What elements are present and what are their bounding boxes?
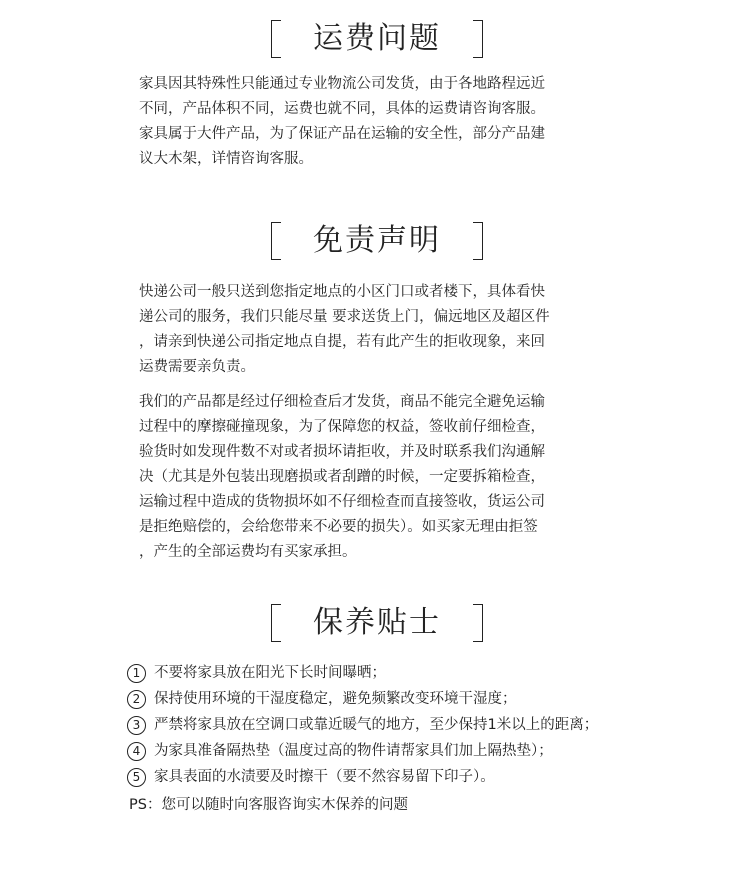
paragraph-line: 递公司的服务，我们只能尽量 要求送货上门，偏远地区及超区件 bbox=[139, 309, 550, 325]
paragraph-line: 议大木架，详情咨询客服。 bbox=[139, 151, 313, 167]
paragraph-line: 是拒绝赔偿的，会给您带来不必要的损失）。如买家无理由拒签 bbox=[139, 519, 538, 535]
paragraph-line: 家具属于大件产品，为了保证产品在运输的安全性，部分产品建 bbox=[139, 126, 545, 142]
shipping-title: 运费问题 bbox=[313, 21, 441, 56]
paragraph-line: 验货时如发现件数不对或者损坏请拒收，并及时联系我们沟通解 bbox=[139, 444, 545, 460]
list-item bbox=[127, 712, 687, 738]
circled-number: 1 bbox=[127, 664, 146, 683]
disclaimer-title: 免责声明 bbox=[313, 223, 441, 258]
list-item bbox=[127, 738, 687, 764]
tip-text: 为家具准备隔热垫（温度过高的物件请帮家具们加上隔热垫）； bbox=[154, 743, 553, 759]
paragraph-line: 过程中的摩擦碰撞现象，为了保障您的权益，签收前仔细检查， bbox=[139, 419, 545, 435]
list-item bbox=[127, 764, 687, 790]
paragraph-line: 我们的产品都是经过仔细检查后才发货，商品不能完全避免运输 bbox=[139, 394, 545, 410]
tip-text: 保持使用环境的干湿度稳定，避免频繁改变环境干湿度； bbox=[154, 691, 517, 707]
paragraph-line: ，产生的全部运费均有买家承担。 bbox=[139, 544, 357, 560]
paragraph-line: 家具因其特殊性只能通过专业物流公司发货，由于各地路程远近 bbox=[139, 76, 545, 92]
paragraph-line: 决（尤其是外包装出现磨损或者刮蹭的时候，一定要拆箱检查， bbox=[139, 469, 545, 485]
circled-number: 3 bbox=[127, 716, 146, 735]
paragraph-line: 不同，产品体积不同，运费也就不同，具体的运费请咨询客服。 bbox=[139, 101, 545, 117]
tip-text: 严禁将家具放在空调口或靠近暖气的地方，至少保持1米以上的距离； bbox=[154, 717, 599, 733]
disclaimer-paragraph-1 bbox=[139, 280, 639, 380]
right-bracket bbox=[473, 20, 483, 58]
disclaimer-paragraph-2 bbox=[139, 390, 639, 565]
tip-text: 家具表面的水渍要及时擦干（要不然容易留下印子）。 bbox=[154, 769, 495, 785]
shipping-title-box bbox=[271, 20, 483, 58]
paragraph-line: 运费需要亲负责。 bbox=[139, 359, 255, 375]
list-item bbox=[127, 660, 687, 686]
circled-number: 4 bbox=[127, 742, 146, 761]
shipping-paragraph bbox=[139, 72, 639, 172]
care-title-box bbox=[271, 604, 483, 642]
paragraph-line: ，请亲到快递公司指定地点自提，若有此产生的拒收现象，来回 bbox=[139, 334, 545, 350]
paragraph-line: 快递公司一般只送到您指定地点的小区门口或者楼下，具体看快 bbox=[139, 284, 545, 300]
tip-text: 不要将家具放在阳光下长时间曝晒； bbox=[154, 665, 386, 681]
circled-number: 2 bbox=[127, 690, 146, 709]
list-item bbox=[127, 686, 687, 712]
right-bracket bbox=[473, 604, 483, 642]
care-tips-list bbox=[127, 660, 687, 790]
care-title: 保养贴士 bbox=[313, 605, 441, 640]
disclaimer-title-box bbox=[271, 222, 483, 260]
right-bracket bbox=[473, 222, 483, 260]
paragraph-line: 运输过程中造成的货物损坏如不仔细检查而直接签收，货运公司 bbox=[139, 494, 545, 510]
ps-note: PS：您可以随时向客服咨询实木保养的问题 bbox=[129, 797, 408, 813]
circled-number: 5 bbox=[127, 768, 146, 787]
